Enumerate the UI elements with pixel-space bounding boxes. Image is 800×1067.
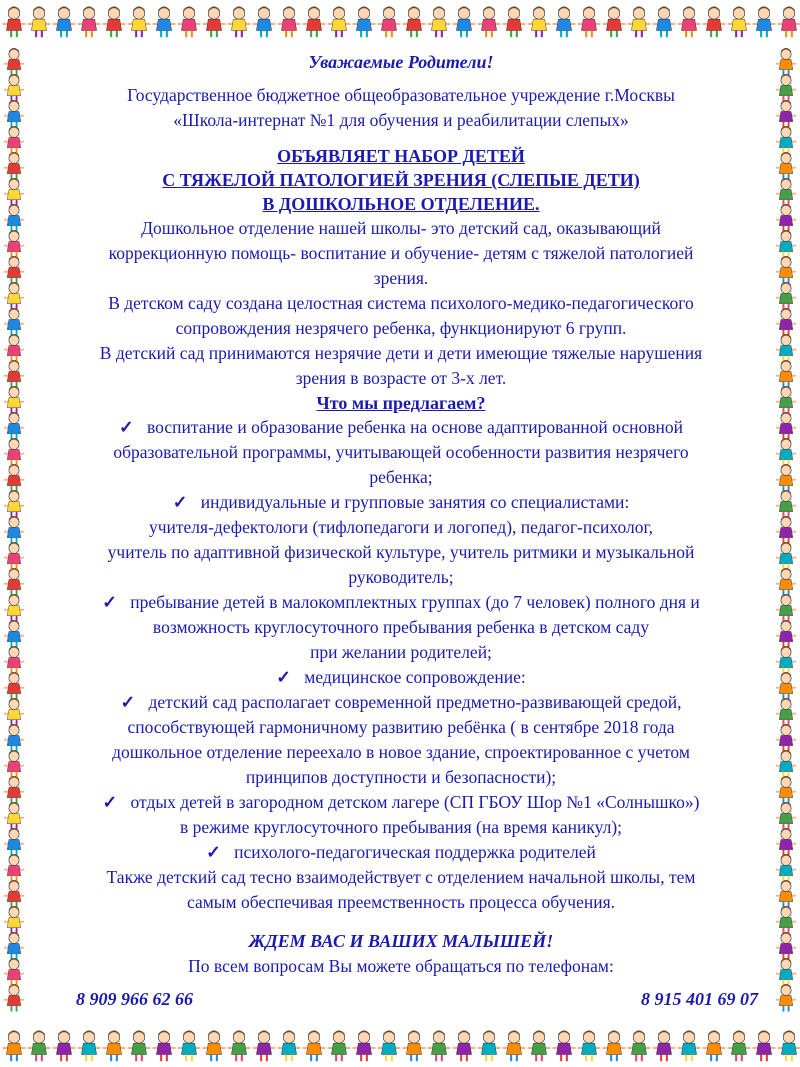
child-figure (4, 438, 24, 466)
child-figure (603, 1030, 626, 1061)
child-figure (428, 1030, 451, 1061)
child-figure (4, 282, 24, 310)
notice-content (40, 50, 762, 1012)
child-figure (628, 1030, 651, 1061)
child-figure (428, 6, 451, 37)
child-figure (776, 360, 796, 388)
child-figure (776, 438, 796, 466)
child-figure (328, 6, 351, 37)
child-figure (4, 490, 24, 518)
child-figure (528, 6, 551, 37)
child-figure (4, 230, 24, 258)
child-figure (203, 6, 226, 37)
child-figure (353, 6, 376, 37)
offer-line: при желании родителей; (310, 642, 492, 662)
child-figure (4, 516, 24, 544)
child-figure (776, 282, 796, 310)
child-figure (776, 984, 796, 1012)
child-figure (776, 698, 796, 726)
child-figure (3, 6, 26, 37)
offer-line: учителя-дефектологи (тифлопедагоги и логопед), педагог-психолог, (148, 517, 654, 537)
child-figure (776, 750, 796, 778)
child-figure (4, 542, 24, 570)
child-figure (228, 1030, 251, 1061)
institution-block (40, 83, 762, 133)
phone-row (40, 979, 762, 1012)
child-figure (4, 334, 24, 362)
child-figure (78, 1030, 101, 1061)
child-figure (303, 6, 326, 37)
offer-line: медицинское сопровождение: (304, 667, 526, 687)
child-figure (528, 1030, 551, 1061)
child-figure (4, 152, 24, 180)
greeting: Уважаемые Родители! (308, 52, 494, 72)
child-figure (4, 906, 24, 934)
child-figure (3, 1030, 26, 1061)
child-figure (603, 6, 626, 37)
child-figure (4, 308, 24, 336)
child-figure (503, 1030, 526, 1061)
child-figure (4, 126, 24, 154)
child-figure (776, 646, 796, 674)
child-figure (776, 672, 796, 700)
offer-item (40, 840, 762, 865)
contact-text: По всем вопросам Вы можете обращаться по телефонам: (188, 956, 614, 976)
child-figure (553, 6, 576, 37)
offer-line: индивидуальные и групповые занятия со специалистами: (200, 492, 630, 512)
child-figure (4, 828, 24, 856)
child-figure (776, 100, 796, 128)
offer-line: психолого-педагогическая поддержка родителей (234, 842, 596, 862)
checkmark-icon: ✓ (102, 592, 117, 612)
intro-line: зрения. (373, 268, 429, 288)
intro-line: Дошкольное отделение нашей школы- это детский сад, оказывающий (141, 218, 661, 238)
intro-line: коррекционную помощь- воспитание и обучение- детям с тяжелой патологией (108, 243, 694, 263)
child-figure (303, 1030, 326, 1061)
offer-line: отдых детей в загородном детском лагере (СП ГБОУ Шор №1 «Солнышко») (130, 792, 700, 812)
offer-line: способствующей гармоничному развитию ребёнка ( в сентябре 2018 года (127, 717, 675, 737)
closing-block (40, 865, 762, 915)
child-figure (378, 1030, 401, 1061)
phone-number-2[interactable]: 8 915 401 69 07 (641, 989, 758, 1009)
child-figure (776, 308, 796, 336)
child-figure (728, 1030, 751, 1061)
child-figure (753, 1030, 776, 1061)
offer-line: возможность круглосуточного пребывания ребенка в детском саду (152, 617, 650, 637)
child-figure (503, 6, 526, 37)
checkmark-icon: ✓ (119, 417, 134, 437)
child-figure (4, 100, 24, 128)
institution-line: Государственное бюджетное общеобразовательное учреждение г.Москвы (127, 85, 675, 105)
checkmark-icon: ✓ (120, 692, 136, 712)
child-figure (776, 594, 796, 622)
child-figure (203, 1030, 226, 1061)
child-figure (4, 464, 24, 492)
child-figure (776, 386, 796, 414)
checkmark-icon: ✓ (102, 792, 118, 812)
offer-line: детский сад располагает современной предметно-развивающей средой, (148, 692, 682, 712)
child-figure (128, 1030, 151, 1061)
child-figure (153, 6, 176, 37)
child-figure (776, 490, 796, 518)
intro-line: зрения в возрасте от 3-х лет. (295, 368, 507, 388)
child-figure (776, 126, 796, 154)
child-figure (776, 880, 796, 908)
child-figure (4, 178, 24, 206)
offer-line: пребывание детей в малокомплектных группах (до 7 человек) полного дня и (130, 592, 700, 612)
child-figure (776, 958, 796, 986)
child-figure (653, 6, 676, 37)
institution-line: «Школа-интернат №1 для обучения и реабилитации слепых» (173, 110, 629, 130)
child-figure (53, 1030, 76, 1061)
child-figure (678, 1030, 701, 1061)
child-figure (453, 1030, 476, 1061)
child-figure (776, 152, 796, 180)
child-figure (776, 516, 796, 544)
intro-block (40, 216, 762, 391)
child-figure (776, 412, 796, 440)
child-figure (353, 1030, 376, 1061)
child-figure (578, 6, 601, 37)
child-figure (776, 204, 796, 232)
child-figure (776, 932, 796, 960)
child-figure (253, 6, 276, 37)
child-figure (28, 6, 51, 37)
child-figure (4, 360, 24, 388)
offer-item (40, 665, 762, 690)
intro-line: сопровождения незрячего ребенка, функционируют 6 групп. (175, 318, 627, 338)
child-figure (78, 6, 101, 37)
child-figure (4, 750, 24, 778)
offer-item (40, 415, 762, 490)
child-figure (4, 256, 24, 284)
child-figure (703, 1030, 726, 1061)
child-figure (776, 74, 796, 102)
closing-line: самым обеспечивая преемственность процесса обучения. (186, 892, 616, 912)
child-figure (278, 1030, 301, 1061)
offer-item (40, 590, 762, 665)
child-figure (403, 6, 426, 37)
intro-line: В детском саду создана целостная система психолого-медико-педагогического (108, 293, 694, 313)
child-figure (776, 48, 796, 76)
checkmark-icon: ✓ (276, 667, 291, 687)
child-figure (4, 204, 24, 232)
child-figure (776, 334, 796, 362)
offer-item (40, 690, 762, 790)
intro-line: В детский сад принимаются незрячие дети и дети имеющие тяжелые нарушения (99, 343, 703, 363)
child-figure (4, 48, 24, 76)
child-figure (4, 802, 24, 830)
child-figure (4, 646, 24, 674)
child-figure (776, 256, 796, 284)
child-figure (4, 776, 24, 804)
offer-line: руководитель; (348, 567, 454, 587)
call-to-action: ЖДЕМ ВАС И ВАШИХ МАЛЫШЕЙ! (248, 931, 554, 951)
offer-item (40, 790, 762, 840)
offer-item (40, 490, 762, 590)
child-figure (776, 802, 796, 830)
phone-number-1[interactable]: 8 909 966 62 66 (76, 989, 193, 1009)
child-figure (778, 1030, 800, 1061)
child-figure (4, 854, 24, 882)
child-figure (678, 6, 701, 37)
child-figure (653, 1030, 676, 1061)
offer-line: дошкольное отделение переехало в новое здание, спроектированное с учетом (112, 742, 690, 762)
child-figure (4, 568, 24, 596)
offer-list (40, 415, 762, 865)
child-figure (776, 542, 796, 570)
headline-line: ОБЪЯВЛЯЕТ НАБОР ДЕТЕЙ (277, 146, 525, 166)
child-figure (403, 1030, 426, 1061)
child-figure (776, 568, 796, 596)
child-figure (703, 6, 726, 37)
child-figure (103, 1030, 126, 1061)
headline-line: С ТЯЖЕЛОЙ ПАТОЛОГИЕЙ ЗРЕНИЯ (СЛЕПЫЕ ДЕТИ) (162, 170, 640, 190)
child-figure (278, 6, 301, 37)
child-figure (178, 6, 201, 37)
child-figure (4, 984, 24, 1012)
child-figure (328, 1030, 351, 1061)
child-figure (4, 412, 24, 440)
child-figure (378, 6, 401, 37)
child-figure (4, 620, 24, 648)
child-figure (776, 230, 796, 258)
child-figure (253, 1030, 276, 1061)
child-figure (553, 1030, 576, 1061)
child-figure (776, 620, 796, 648)
child-figure (776, 906, 796, 934)
child-figure (4, 880, 24, 908)
checkmark-icon: ✓ (206, 842, 221, 862)
offer-line: воспитание и образование ребенка на основе адаптированной основной (147, 417, 683, 437)
child-figure (728, 6, 751, 37)
child-figure (778, 6, 800, 37)
offer-line: ребенка; (369, 467, 433, 487)
child-figure (776, 724, 796, 752)
child-figure (628, 6, 651, 37)
child-figure (453, 6, 476, 37)
child-figure (578, 1030, 601, 1061)
child-figure (4, 386, 24, 414)
offer-line: учитель по адаптивной физической культуре, учитель ритмики и музыкальной (107, 542, 695, 562)
child-figure (28, 1030, 51, 1061)
child-figure (4, 594, 24, 622)
child-figure (103, 6, 126, 37)
checkmark-icon: ✓ (172, 492, 188, 512)
child-figure (753, 6, 776, 37)
child-figure (178, 1030, 201, 1061)
child-figure (4, 698, 24, 726)
child-figure (776, 178, 796, 206)
child-figure (776, 854, 796, 882)
child-figure (4, 724, 24, 752)
child-figure (478, 1030, 501, 1061)
child-figure (4, 958, 24, 986)
child-figure (776, 776, 796, 804)
child-figure (4, 74, 24, 102)
headline-line: В ДОШКОЛЬНОЕ ОТДЕЛЕНИЕ. (262, 194, 540, 214)
offer-line: принципов доступности и безопасности); (245, 767, 557, 787)
child-figure (4, 932, 24, 960)
child-figure (478, 6, 501, 37)
child-figure (776, 464, 796, 492)
child-figure (128, 6, 151, 37)
offer-line: в режиме круглосуточного пребывания (на время каникул); (179, 817, 623, 837)
child-figure (776, 828, 796, 856)
offer-heading: Что мы предлагаем? (316, 393, 486, 413)
child-figure (228, 6, 251, 37)
child-figure (153, 1030, 176, 1061)
headline (40, 144, 762, 216)
closing-line: Также детский сад тесно взаимодействует с отделением начальной школы, тем (106, 867, 696, 887)
child-figure (4, 672, 24, 700)
child-figure (53, 6, 76, 37)
offer-line: образовательной программы, учитывающей особенности развития незрячего (113, 442, 689, 462)
